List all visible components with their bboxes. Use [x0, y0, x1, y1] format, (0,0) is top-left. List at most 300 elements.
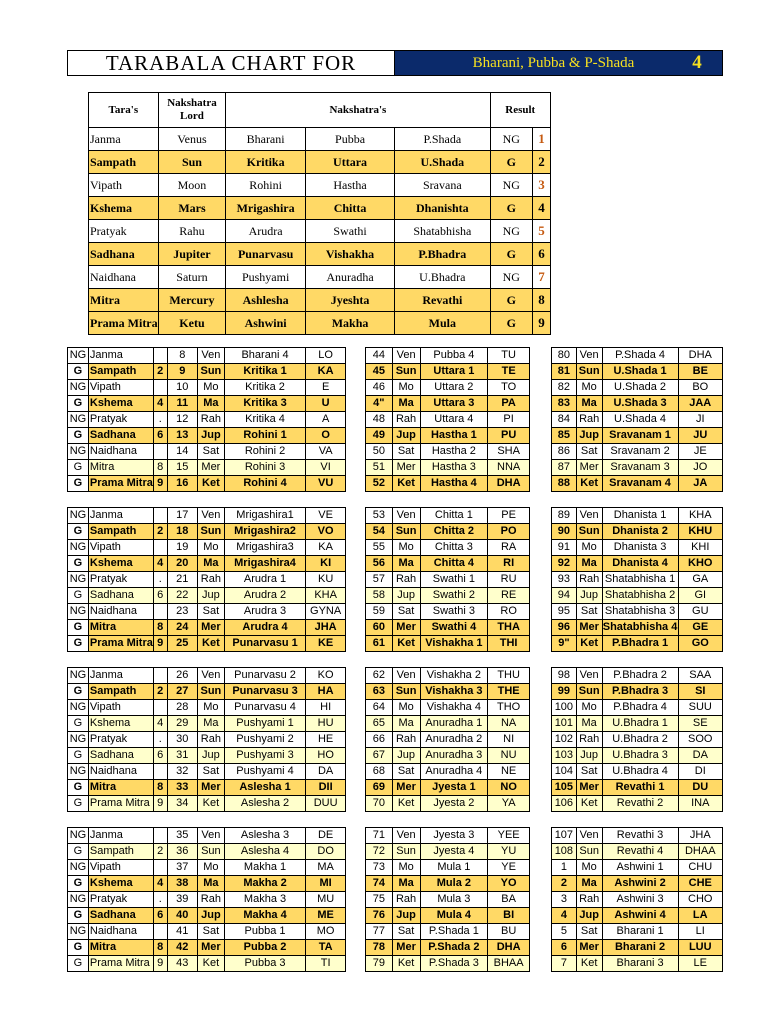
pada-row: [552, 668, 723, 684]
lord: Ma: [392, 716, 420, 732]
tara-number: 8: [153, 780, 167, 796]
result: G: [68, 588, 89, 604]
block-spacer: [366, 812, 530, 828]
result: G: [68, 780, 89, 796]
pada-row: [552, 636, 723, 652]
pada-row: [366, 700, 530, 716]
tara-number: .: [153, 892, 167, 908]
syllable: A: [306, 412, 346, 428]
result: G: [490, 243, 533, 266]
lord: Sat: [392, 604, 420, 620]
lord: Rah: [576, 892, 602, 908]
pada-row: [552, 556, 723, 572]
nakshatra-pada: Ashwini 2: [602, 876, 678, 892]
lord: Ket: [576, 796, 602, 812]
nakshatra-pada: Aslesha 3: [224, 828, 305, 844]
nakshatra-2: Swathi: [305, 220, 394, 243]
pada-number: 39: [167, 892, 197, 908]
lord: Mer: [392, 940, 420, 956]
lord: Mer: [197, 780, 224, 796]
lord: Jup: [197, 428, 224, 444]
pada-row: [552, 524, 723, 540]
tara-name: Pratyak: [89, 220, 159, 243]
syllable: JE: [678, 444, 722, 460]
syllable: KE: [306, 636, 346, 652]
result: G: [68, 428, 89, 444]
syllable: THU: [488, 668, 530, 684]
nakshatra-lord: Rahu: [158, 220, 226, 243]
pada-row: [68, 508, 346, 524]
tara-name: Sadhana: [88, 748, 153, 764]
pada-number: 105: [552, 780, 577, 796]
nakshatra-pada: Swathi 2: [420, 588, 488, 604]
lord: Mo: [197, 380, 224, 396]
nakshatra-3: Shatabhisha: [395, 220, 490, 243]
tara-name: Pratyak: [88, 892, 153, 908]
result: G: [68, 364, 89, 380]
pada-number: 31: [167, 748, 197, 764]
nakshatra-row: [89, 312, 551, 335]
tara-number: [153, 444, 167, 460]
nakshatra-pada: Bharani 2: [602, 940, 678, 956]
pada-row: [68, 700, 346, 716]
nakshatra-row: [89, 266, 551, 289]
nakshatra-pada: Pushyami 2: [224, 732, 305, 748]
pada-number: 9": [552, 636, 577, 652]
pada-row: [68, 524, 346, 540]
header-result: Result: [490, 93, 551, 128]
nakshatra-pada: Kritika 1: [224, 364, 305, 380]
lord: Ket: [392, 956, 420, 972]
pada-number: 96: [552, 620, 577, 636]
pada-number: 6: [552, 940, 577, 956]
nakshatra-lord: Sun: [158, 151, 226, 174]
pada-row: [552, 780, 723, 796]
nakshatra-2: Makha: [305, 312, 394, 335]
syllable: NU: [488, 748, 530, 764]
result: NG: [68, 380, 89, 396]
syllable: DHA: [678, 348, 722, 364]
lord: Mer: [576, 940, 602, 956]
nakshatra-pada: Makha 4: [224, 908, 305, 924]
lord: Rah: [392, 732, 420, 748]
pada-row: [366, 540, 530, 556]
pada-number: 91: [552, 540, 577, 556]
pada-row: [552, 908, 723, 924]
lord: Rah: [197, 892, 224, 908]
lord: Jup: [392, 908, 420, 924]
syllable: THI: [488, 636, 530, 652]
tara-number: 2: [153, 684, 167, 700]
syllable: MU: [306, 892, 346, 908]
nakshatra-pada: P.Shada 4: [602, 348, 678, 364]
lord: Sat: [197, 924, 224, 940]
lord: Rah: [197, 572, 224, 588]
syllable: TI: [306, 956, 346, 972]
pada-row: [366, 732, 530, 748]
result: G: [68, 636, 89, 652]
result: G: [68, 796, 89, 812]
lord: Mo: [392, 380, 420, 396]
tara-name: Sadhana: [88, 588, 153, 604]
pada-number: 24: [167, 620, 197, 636]
pada-number: 61: [366, 636, 393, 652]
syllable: NI: [488, 732, 530, 748]
tara-name: Janma: [88, 828, 153, 844]
nakshatra-pada: Rohini 1: [224, 428, 305, 444]
lord: Sun: [392, 844, 420, 860]
syllable: THO: [488, 700, 530, 716]
nakshatra-3: P.Shada: [395, 128, 490, 151]
nakshatra-pada: P.Shada 3: [420, 956, 488, 972]
lord: Mer: [197, 460, 224, 476]
lord: Mo: [392, 700, 420, 716]
syllable: VE: [306, 508, 346, 524]
result: NG: [68, 412, 89, 428]
pada-row: [552, 588, 723, 604]
tarabala-main-table: [88, 92, 551, 335]
result: NG: [68, 764, 89, 780]
chart-title: TARABALA CHART FOR: [68, 51, 395, 75]
pada-row: [552, 508, 723, 524]
nakshatra-1: Kritika: [226, 151, 306, 174]
pada-row: [552, 540, 723, 556]
pada-row: [68, 732, 346, 748]
pada-row: [552, 748, 723, 764]
syllable: TU: [488, 348, 530, 364]
tara-number: [153, 540, 167, 556]
lord: Jup: [576, 588, 602, 604]
pada-row: [68, 716, 346, 732]
syllable: PI: [488, 412, 530, 428]
nakshatra-pada: Hastha 1: [420, 428, 488, 444]
tara-name: Naidhana: [88, 924, 153, 940]
pada-number: 22: [167, 588, 197, 604]
pada-number: 106: [552, 796, 577, 812]
nakshatra-pada: Revathi 3: [602, 828, 678, 844]
nakshatra-lord: Mercury: [158, 289, 226, 312]
nakshatra-pada: Pubba 2: [224, 940, 305, 956]
nakshatra-pada: Anuradha 4: [420, 764, 488, 780]
lord: Jup: [392, 588, 420, 604]
pada-row: [68, 428, 346, 444]
result: NG: [490, 266, 533, 289]
syllable: KA: [306, 540, 346, 556]
pada-row: [552, 380, 723, 396]
nakshatra-pada: Uttara 1: [420, 364, 488, 380]
pada-row: [366, 604, 530, 620]
lord: Mo: [197, 700, 224, 716]
tara-number: 9: [533, 312, 551, 335]
syllable: HI: [306, 700, 346, 716]
syllable: HU: [306, 716, 346, 732]
syllable: NO: [488, 780, 530, 796]
pada-number: 38: [167, 876, 197, 892]
pada-number: 8: [167, 348, 197, 364]
lord: Mer: [576, 460, 602, 476]
pada-row: [552, 796, 723, 812]
syllable: PA: [488, 396, 530, 412]
pada-number: 49: [366, 428, 393, 444]
pada-number: 34: [167, 796, 197, 812]
lord: Jup: [197, 588, 224, 604]
nakshatra-pada: P.Bhadra 2: [602, 668, 678, 684]
syllable: MO: [306, 924, 346, 940]
nakshatra-pada: Mula 3: [420, 892, 488, 908]
syllable: DA: [678, 748, 722, 764]
lord: Mo: [576, 380, 602, 396]
pada-number: 2: [552, 876, 577, 892]
lord: Mer: [197, 620, 224, 636]
result: NG: [68, 540, 89, 556]
pada-row: [552, 684, 723, 700]
pada-row: [552, 860, 723, 876]
pada-row: [552, 700, 723, 716]
syllable: DU: [678, 780, 722, 796]
nakshatra-pada: Anuradha 3: [420, 748, 488, 764]
lord: Jup: [576, 908, 602, 924]
tara-number: 4: [153, 716, 167, 732]
block-spacer: [366, 652, 530, 668]
tara-number: 1: [533, 128, 551, 151]
nakshatra-pada: P.Bhadra 3: [602, 684, 678, 700]
lord: Ket: [197, 796, 224, 812]
pada-number: 60: [366, 620, 393, 636]
lord: Mo: [392, 860, 420, 876]
title-bar: [67, 50, 723, 76]
lord: Ma: [197, 396, 224, 412]
pada-number: 28: [167, 700, 197, 716]
syllable: JHA: [306, 620, 346, 636]
syllable: BO: [678, 380, 722, 396]
pada-row: [552, 348, 723, 364]
pada-row: [366, 908, 530, 924]
lord: Sat: [576, 604, 602, 620]
tara-name: Janma: [88, 508, 153, 524]
syllable: THE: [488, 684, 530, 700]
pada-number: 101: [552, 716, 577, 732]
lord: Ket: [392, 636, 420, 652]
lord: Ma: [576, 876, 602, 892]
nakshatra-pada: Chitta 1: [420, 508, 488, 524]
block-spacer: [68, 492, 346, 508]
pada-number: 102: [552, 732, 577, 748]
result: G: [490, 289, 533, 312]
nakshatra-2: Hastha: [305, 174, 394, 197]
syllable: JHA: [678, 828, 722, 844]
pada-row: [552, 412, 723, 428]
tara-number: .: [153, 412, 167, 428]
nakshatra-pada: Pushyami 3: [224, 748, 305, 764]
nakshatra-pada: Rohini 4: [224, 476, 305, 492]
pada-row: [366, 508, 530, 524]
nakshatra-pada: Ashwini 1: [602, 860, 678, 876]
pada-row: [68, 460, 346, 476]
pada-number: 26: [167, 668, 197, 684]
syllable: RE: [488, 588, 530, 604]
pada-number: 73: [366, 860, 393, 876]
syllable: DO: [306, 844, 346, 860]
syllable: YA: [488, 796, 530, 812]
nakshatra-pada: Hastha 4: [420, 476, 488, 492]
syllable: CHO: [678, 892, 722, 908]
pada-number: 98: [552, 668, 577, 684]
pada-number: 4: [552, 908, 577, 924]
result: G: [68, 556, 89, 572]
nakshatra-pada: Dhanista 2: [602, 524, 678, 540]
nakshatra-pada: Pubba 4: [420, 348, 488, 364]
pada-number: 27: [167, 684, 197, 700]
lord: Ma: [197, 556, 224, 572]
pada-number: 33: [167, 780, 197, 796]
syllable: CHE: [678, 876, 722, 892]
tara-number: [153, 828, 167, 844]
pada-number: 58: [366, 588, 393, 604]
tara-name: Kshema: [88, 396, 153, 412]
tara-number: 6: [153, 428, 167, 444]
tara-name: Sadhana: [88, 428, 153, 444]
header-nakshatras: Nakshatra's: [226, 93, 490, 128]
pada-number: 20: [167, 556, 197, 572]
tara-name: Prama Mitra: [88, 796, 153, 812]
nakshatra-pada: Makha 3: [224, 892, 305, 908]
tara-name: Vipath: [88, 700, 153, 716]
nakshatra-pada: Ashwini 3: [602, 892, 678, 908]
syllable: GU: [678, 604, 722, 620]
nakshatra-pada: Bharani 1: [602, 924, 678, 940]
pada-row: [68, 572, 346, 588]
lord: Jup: [392, 748, 420, 764]
lord: Sat: [197, 604, 224, 620]
lord: Ket: [197, 476, 224, 492]
syllable: DA: [306, 764, 346, 780]
syllable: JI: [678, 412, 722, 428]
nakshatra-pada: Punarvasu 4: [224, 700, 305, 716]
pada-number: 89: [552, 508, 577, 524]
tara-name: Naidhana: [88, 764, 153, 780]
tara-name: Vipath: [89, 174, 159, 197]
nakshatra-pada: Arudra 1: [224, 572, 305, 588]
pada-row: [366, 796, 530, 812]
pada-row: [366, 844, 530, 860]
pada-row: [68, 396, 346, 412]
pada-row: [68, 956, 346, 972]
result: NG: [490, 128, 533, 151]
syllable: GO: [678, 636, 722, 652]
lord: Jup: [576, 428, 602, 444]
syllable: HO: [306, 748, 346, 764]
syllable: LO: [306, 348, 346, 364]
pada-number: 99: [552, 684, 577, 700]
syllable: GYNA: [306, 604, 346, 620]
pada-row: [552, 828, 723, 844]
lord: Sun: [576, 364, 602, 380]
tara-name: Janma: [88, 668, 153, 684]
lord: Sun: [392, 364, 420, 380]
pada-number: 81: [552, 364, 577, 380]
pada-row: [68, 364, 346, 380]
pada-number: 50: [366, 444, 393, 460]
syllable: HE: [306, 732, 346, 748]
syllable: BU: [488, 924, 530, 940]
nakshatra-2: Jyeshta: [305, 289, 394, 312]
lord: Mo: [392, 540, 420, 556]
lord: Mo: [576, 700, 602, 716]
syllable: JAA: [678, 396, 722, 412]
lord: Sun: [576, 844, 602, 860]
result: NG: [68, 604, 89, 620]
result: G: [68, 908, 89, 924]
syllable: LA: [678, 908, 722, 924]
nakshatra-pada: Mula 1: [420, 860, 488, 876]
lord: Ma: [576, 556, 602, 572]
pada-row: [68, 764, 346, 780]
tara-number: 6: [153, 908, 167, 924]
pada-row: [366, 556, 530, 572]
pada-row: [68, 588, 346, 604]
pada-number: 55: [366, 540, 393, 556]
pada-number: 85: [552, 428, 577, 444]
lord: Jup: [392, 428, 420, 444]
tara-number: 2: [153, 524, 167, 540]
syllable: DHAA: [678, 844, 722, 860]
pada-row: [68, 924, 346, 940]
tara-number: 3: [533, 174, 551, 197]
pada-row: [68, 780, 346, 796]
pada-number: 69: [366, 780, 393, 796]
lord: Rah: [576, 412, 602, 428]
result: G: [68, 748, 89, 764]
result: G: [68, 716, 89, 732]
syllable: KU: [306, 572, 346, 588]
syllable: ME: [306, 908, 346, 924]
pada-number: 7: [552, 956, 577, 972]
pada-number: 64: [366, 700, 393, 716]
tara-number: [153, 348, 167, 364]
tara-name: Sampath: [88, 364, 153, 380]
syllable: BA: [488, 892, 530, 908]
nakshatra-pada: Makha 2: [224, 876, 305, 892]
lord: Ven: [576, 348, 602, 364]
pada-row: [552, 716, 723, 732]
nakshatra-lord: Mars: [158, 197, 226, 220]
block-spacer: [366, 492, 530, 508]
lord: Ven: [197, 348, 224, 364]
syllable: LUU: [678, 940, 722, 956]
tara-name: Pratyak: [88, 572, 153, 588]
nakshatra-pada: Revathi 4: [602, 844, 678, 860]
nakshatra-row: [89, 289, 551, 312]
nakshatra-2: Anuradha: [305, 266, 394, 289]
nakshatra-pada: Sravanam 3: [602, 460, 678, 476]
nakshatra-pada: Hastha 3: [420, 460, 488, 476]
syllable: DHA: [488, 940, 530, 956]
nakshatra-3: Dhanishta: [395, 197, 490, 220]
result: G: [68, 476, 89, 492]
pada-row: [552, 732, 723, 748]
result: G: [68, 956, 89, 972]
tara-name: Janma: [88, 348, 153, 364]
pada-row: [366, 940, 530, 956]
pada-row: [552, 764, 723, 780]
pada-row: [366, 764, 530, 780]
nakshatra-3: Sravana: [395, 174, 490, 197]
tara-name: Prama Mitra: [88, 956, 153, 972]
pada-row: [366, 924, 530, 940]
syllable: PO: [488, 524, 530, 540]
syllable: YO: [488, 876, 530, 892]
syllable: KHI: [678, 540, 722, 556]
